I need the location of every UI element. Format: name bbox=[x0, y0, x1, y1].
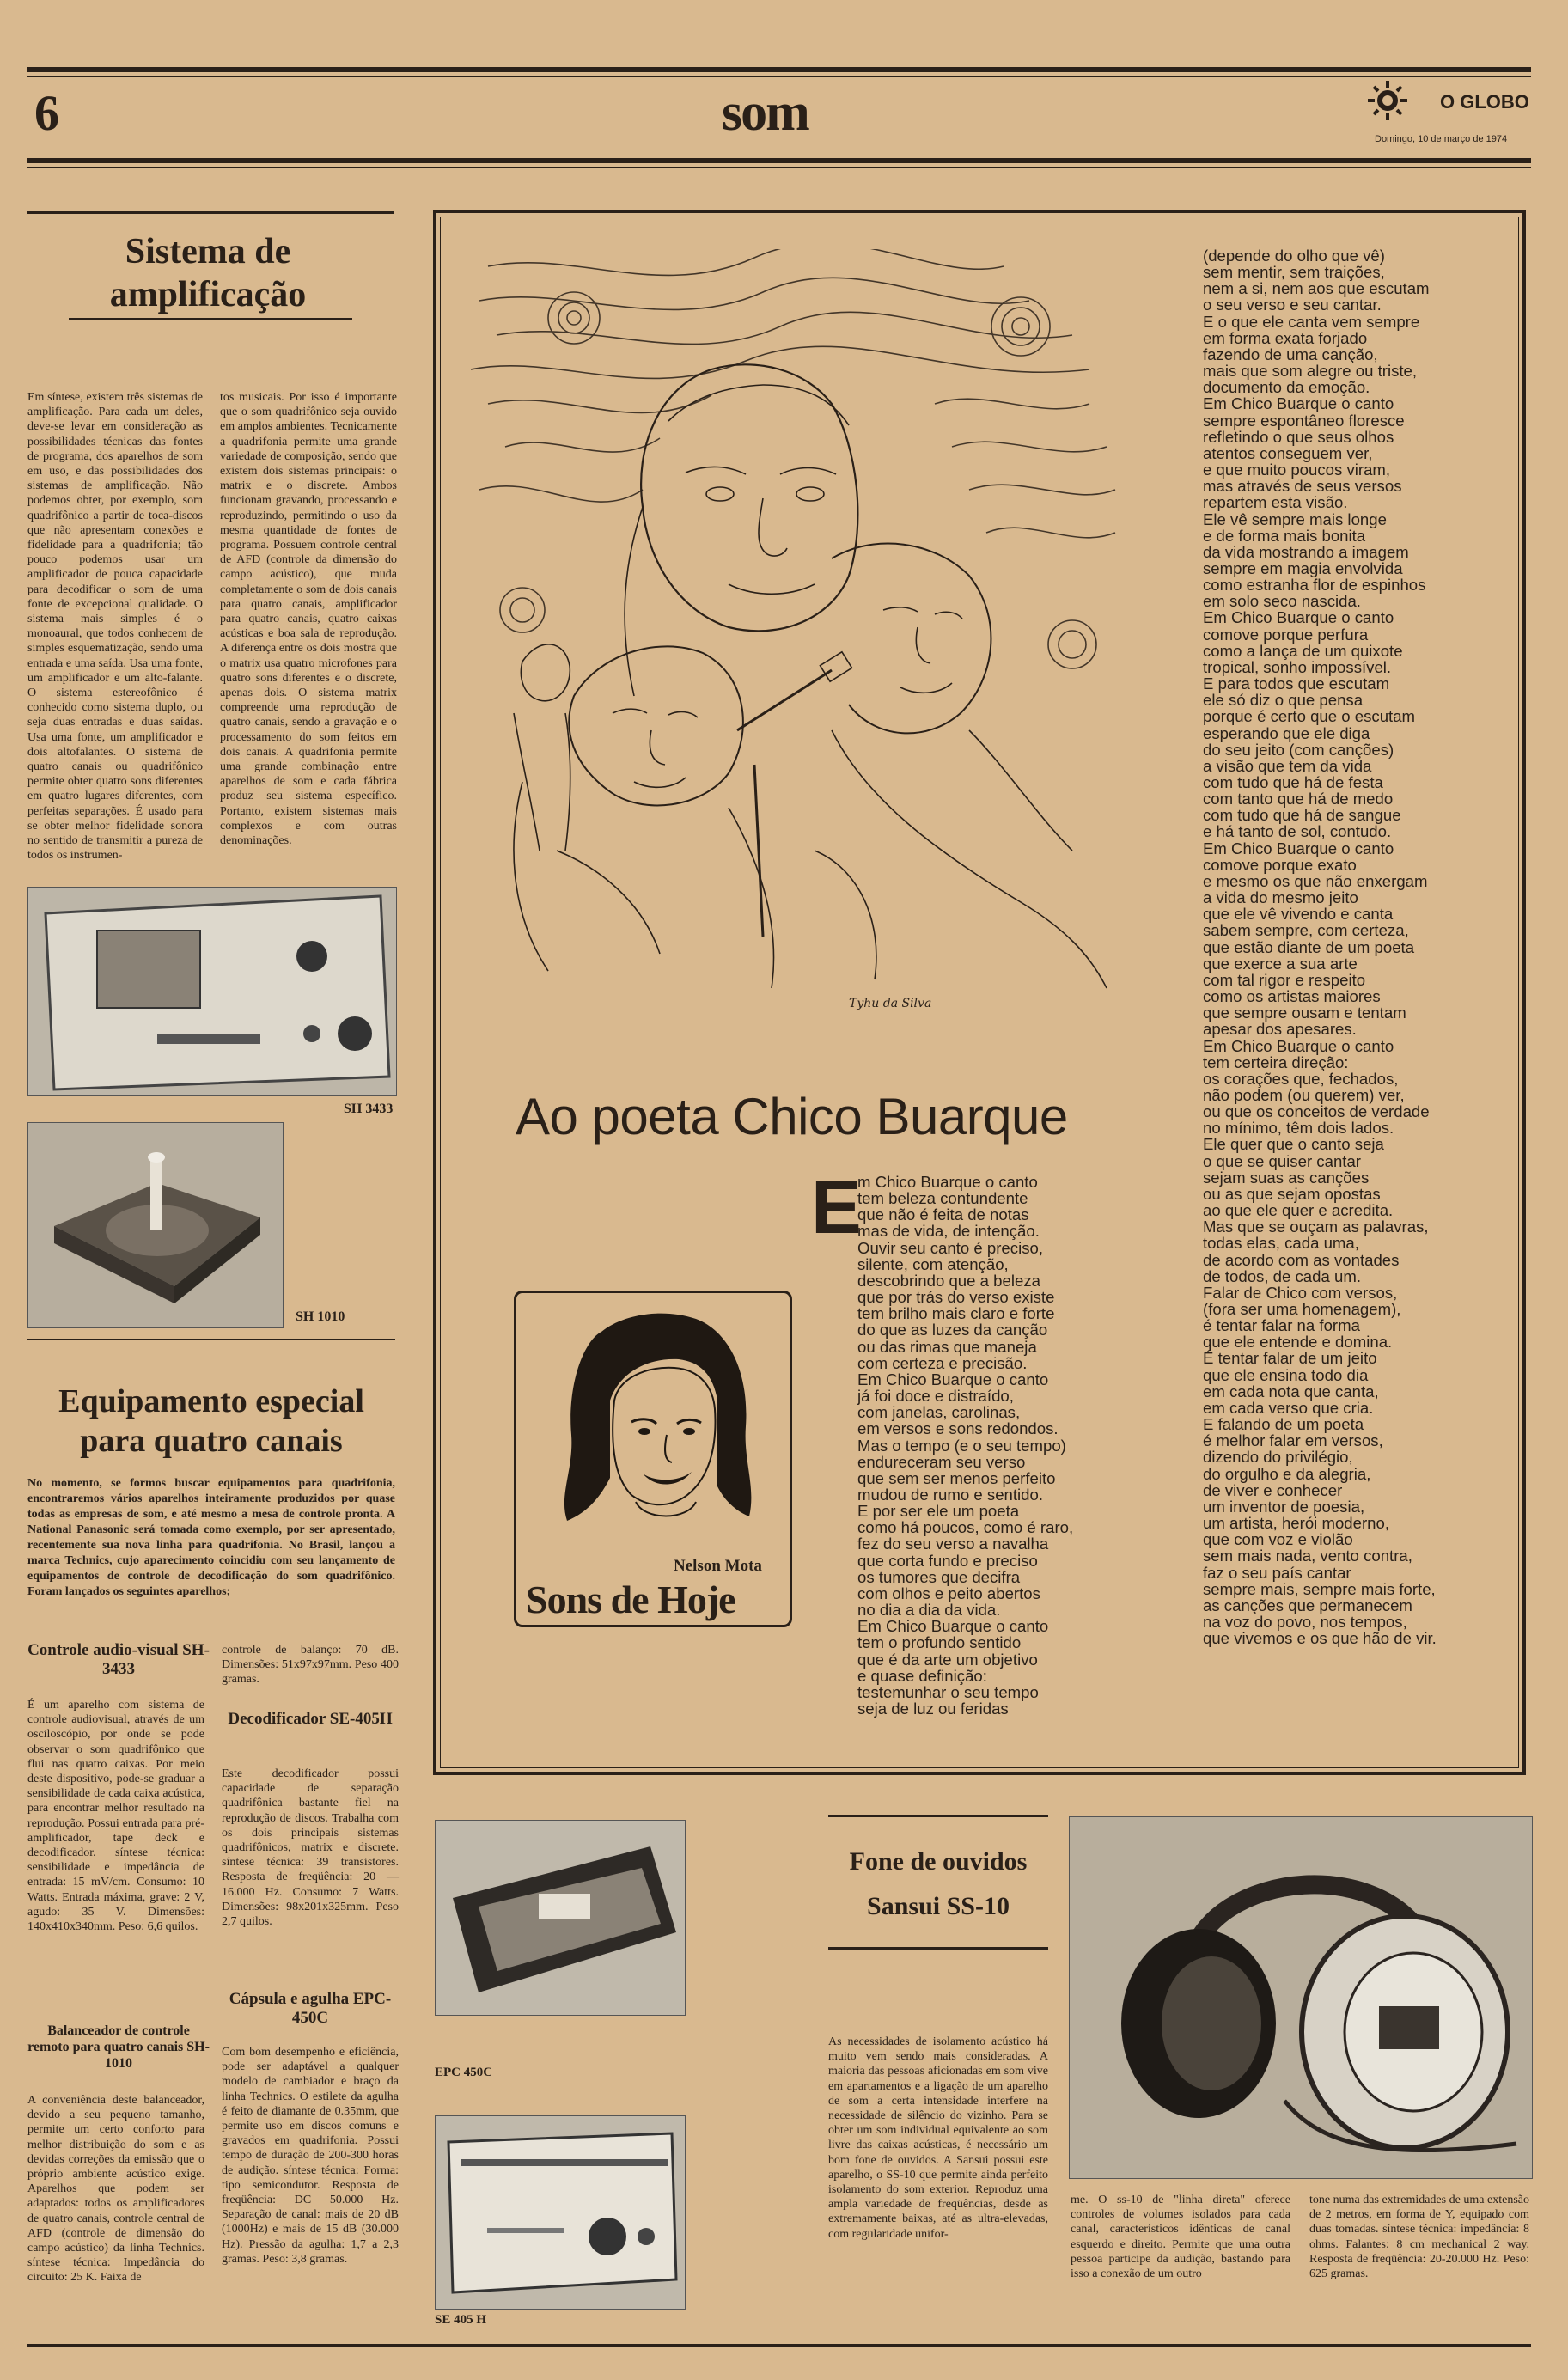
subhead-sh3433: Controle audio-visual SH-3433 bbox=[27, 1641, 210, 1678]
article-intro: No momento, se formos buscar equipamentos para quadrifonia, encontraremos vários aparelhos inteiramente produzidos por quase todas as empresas de som, e até mesmo a mesa de controle pronta. A National Panasonic será tomada como exemplo, por ser apresentado, recentemente sua nova linha para quadrifonia. No Brasil, lançou a marca Technics, cujo aparecimento coincidiu com seu lançamento de equipamentos de controle de decodificação do som quadrifônico. Foram lançados os seguintes aparelhos; bbox=[27, 1477, 395, 1598]
newspaper-logo: O GLOBO bbox=[1440, 91, 1529, 113]
photo-caption-sh3433: SH 3433 bbox=[344, 1102, 394, 1116]
poem-left-column: m Chico Buarque o canto tem beleza contundente que não é feita de notas mas de vida, de intenção. Ouvir seu canto é preciso, silente, com atenção, descobrindo que a beleza que por trás do verso existe tem brilho mais claro e forte do que as luzes da canção ou das rimas que maneja com certeza e precisão. Em Chico Buarque o canto já foi doce e distraído, com janelas, carolinas, em versos e sons redondos. Mas o tempo (e o seu tempo) endureceram seu verso que sem ser menos perfeito mudou de rumo e sentido. E por ser ele um poeta como há poucos, como é raro, fez do seu verso a navalha que corta fundo e preciso os tumores que decifra com olhos e peito abertos no dia a dia da vida. Em Chico Buarque o canto tem o profundo sentido que é da arte um objetivo e quase definição: testemunhar o seu tempo seja de luz ou feridas bbox=[857, 1173, 1074, 1718]
issue-date: Domingo, 10 de março de 1974 bbox=[1375, 134, 1508, 144]
globo-logo-icon bbox=[1366, 79, 1409, 122]
epc450c-photo bbox=[435, 1820, 686, 2016]
section-title: som bbox=[722, 83, 808, 142]
article-title-amplificacao: Sistema de amplificação bbox=[109, 232, 307, 314]
poem-right-column: (depende do olho que vê) sem mentir, sem traições, nem a si, nem aos que escutam o seu verso e seu cantar. E o que ele canta vem sempre em forma exata forjado fazendo de uma canção, mais que som alegre ou triste, documento da emoção. Em Chico Buarque o canto sempre espontâneo floresce refletindo o que seus olhos atentos conseguem ver, e que muito poucos viram, mas através de seus versos repartem esta visão. Ele vê sempre mais longe e de forma mais bonita da vida mostrando a imagem sempre em magia envolvida como estranha flor de espinhos em solo seco nascida. Em Chico Buarque o canto comove porque perfura como a lança de um quixote tropical, sonho impossível. E para todos que escutam ele só diz o que pensa porque é certo que o escutam esperando que ele diga do seu jeito (com canções) a visão que tem da vida com tudo que há de festa com tanto que há de medo com tudo que há de sangue e há tanto de sol, contudo. Em Chico Buarque o canto comove porque exato e mesmo os que não enxergam a vida do mesmo jeito que ele vê vivendo e canta sabem sempre, com certeza, que estão diante de um poeta que exerce a sua arte com tal rigor e respeito como os artistas maiores que sempre ousam e tentam apesar dos apesares. Em Chico Buarque o canto tem certeira direção: os corações que, fechados, não podem (ou querem) ver, ou que os conceitos de verdade no mínimo, têm dois lados. Ele quer que o canto seja o que se quiser cantar sejam suas as canções ou as que sejam opostas ao que ele quer e acredita. Mas que se ouçam as palavras, todas elas, cada uma, de acordo com as vontades de todos, de cada um. Falar de Chico com versos, (fora ser uma homenagem), é tentar falar na forma que ele entende e domina. É tentar falar de um jeito que ele ensina todo dia em cada nota que canta, em cada verso que cria. E falando de um poeta é melhor falar em versos, dizendo do privilégio, do orgulho e da alegria, de viver e conhecer um inventor de poesia, um artista, herói moderno, que com voz e violão sem mais nada, vento contra, faz o seu país cantar sempre mais, sempre mais forte, as canções que permanecem na voz do povo, nos tempos, que vivemos e os que hão de vir. bbox=[1203, 247, 1437, 1648]
subhead-sh1010: Balanceador de controle remoto para quatro canais SH-1010 bbox=[27, 2023, 210, 2071]
text-epc450c: Com bom desempenho e eficiência, pode ser adaptável a qualquer modelo de cambiador e braço da linha Technics. O estilete da agulha é feito de diamante de 0.35mm, que permite uso em discos comuns e gravados em quadrifonia. Possui tempo de duração de 200-300 horas de audição. síntese técnica: Forma: tipo semicondutor. Resposta de freqüência: DC 50.000 Hz. Separação de canal: mais de 20 dB (1000Hz) e mais de 15 dB (30.000 Hz). Pressão da agulha: 1,7 a 2,3 gramas. Peso: 3,8 gramas. bbox=[222, 2046, 399, 2266]
photo-caption-se405h: SE 405 H bbox=[435, 2313, 487, 2327]
illustration-signature: Tyhu da Silva bbox=[849, 997, 932, 1010]
column-name: Sons de Hoje bbox=[526, 1578, 735, 1621]
balancer-photo bbox=[27, 1122, 284, 1328]
byline: Nelson Mota bbox=[674, 1557, 762, 1575]
chico-buarque-illustration bbox=[471, 249, 1126, 1022]
subhead-epc450c: Cápsula e agulha EPC-450C bbox=[229, 1990, 392, 2027]
photo-caption-sh1010: SH 1010 bbox=[296, 1309, 345, 1324]
subhead-se405h: Decodificador SE-405H bbox=[228, 1710, 393, 1728]
feature-title: Ao poeta Chico Buarque bbox=[516, 1088, 1068, 1145]
text-sh1010: A conveniência deste balanceador, devido a seu pequeno tamanho, permite um certo conforto para melhor distribuição do som e as devidas correções da emissão que o próprio ambiente acústico exige. Aparelhos que podem ser adaptados: todos os amplificadores de quatro canais, controle central de AFD (controle de dimensão do campo acústico) da linha Technics. síntese técnica: Impedância do circuito: 25 K. Faixa de bbox=[27, 2094, 204, 2285]
headphone-title: Fone de ouvidos bbox=[849, 1847, 1028, 1876]
text-se405h: Este decodificador possui capacidade de separação quadrifônica bastante fiel na reprodução de discos. Trabalha com os dois principais sistemas quadrifônicos, matrix e discrete. síntese técnica: 39 transistores. Resposta de freqüência: 20 — 16.000 Hz. Consumo: 7 Watts. Dimensões: 98x201x325mm. Peso 2,7 quilos. bbox=[222, 1767, 399, 1929]
headphones-photo bbox=[1069, 1816, 1533, 2179]
se405h-photo bbox=[435, 2115, 686, 2310]
headphone-subtitle: Sansui SS-10 bbox=[867, 1892, 1010, 1920]
page-number: 6 bbox=[34, 85, 59, 141]
headphone-text-col2: me. O ss-10 de "linha direta" oferece controles de volumes isolados para cada canal, característicos idênticas de canal esquerdo e direito. Permite que uma outra pessoa participe da audição, bastando para isso a conexão de um outro bbox=[1071, 2194, 1290, 2281]
nelson-mota-portrait bbox=[550, 1306, 756, 1538]
amplifier-photo bbox=[27, 887, 397, 1096]
text-sh1010-cont: controle de balanço: 70 dB. Dimensões: 51x97x97mm. Peso 400 gramas. bbox=[222, 1644, 399, 1687]
article-text-col2: tos musicais. Por isso é importante que o som quadrifônico seja ouvido em amplos ambientes. Tecnicamente a quadrifonia permite uma grande variedade de composição, sendo que existem dois sistemas principais: o matrix e o discrete. Ambos funcionam gravando, processando e reproduzindo, permitindo o uso da mesma quantidade de fontes de programa. Possuem controle central de AFD (controle da dimensão do campo acústico), que muda completamente o som de dois canais para quatro canais, amplificador para quatro canais, quatro caixas acústicas e boa sala de reprodução. A diferença entre os dois mostra que o matrix usa quatro microfones para quatro sons diferentes e o discrete, apenas dois. O sistema matrix compreende uma reprodução de quatro canais, sendo a gravação e o processamento do som feitos em dois canais. A quadrifonia permite uma grande combinação entre aparelhos de som e cada fábrica produz seu sistema específico. Portanto, existem sistemas mais complexos e com outras denominações. bbox=[220, 391, 397, 848]
headphone-text-col3: tone numa das extremidades de uma extensão de 2 metros, em forma de Y, equipado com duas tomadas. síntese técnica: impedância: 8 ohms. Falantes: 8 cm mechanical 2 way. Resposta de freqüência: 20-20.000 Hz. Peso: 625 gramas. bbox=[1309, 2194, 1529, 2281]
photo-caption-epc450c: EPC 450C bbox=[435, 2066, 493, 2079]
headphone-text-col1: As necessidades de isolamento acústico há muito vem sendo mais consideradas. A maioria das pessoas aficionadas em som vive em apartamentos e a ligação de um aparelho de som a certa intensidade interfere na necessidade de silêncio do vizinho. Para se obter um som individual equivalente ao som livre das caixas acústicas, é necessário um bom fone de ouvidos. A Sansui possui este aparelho, o SS-10 que permite ainda perfeito isolamento do som exterior. Reproduz uma ampla variedade de freqüências, desde as extremamente baixas, até as ultra-elevadas, com regularidade unifor- bbox=[828, 2035, 1048, 2241]
drop-cap: E bbox=[811, 1164, 862, 1249]
article-title-equipamento: Equipamento especial para quatro canais bbox=[58, 1383, 364, 1459]
article-text-col1: Em síntese, existem três sistemas de amplificação. Para cada um deles, deve-se levar em consideração as possibilidades técnicas das fontes de programa, dos aparelhos de som em uso, e das possibilidades dos sistemas de amplificação. Não podemos obter, por exemplo, som quadrifônico a partir de toca-discos que não apresentam conexões e fidelidade para a quadrifonia; tão pouco podemos usar um amplificador de pouca capacidade para decodificar o som de uma fonte de excepcional qualidade. O sistema mais simples é o monoaural, que todos conhecem de simples esquematização, sendo uma entrada e uma saída. Usa uma fonte, um amplificador e um alto-falante. O sistema estereofônico é conhecido como sistema duplo, ou seja duas entradas e duas saídas. Usa uma fonte, um amplificador e dois altofalantes. O sistema de quatro canais ou quadrifônico permite obter quatro sons diferentes em quatro lugares diferentes, com perfeitas separações. É usado para se obter melhor fidelidade sonora no sentido de transmitir a pureza de todos os instrumen- bbox=[27, 391, 203, 863]
text-sh3433: É um aparelho com sistema de controle audiovisual, através de um osciloscópio, por onde se pode observar o som quadrifônico que flui nas quatro caixas. Por meio deste dispositivo, pode-se graduar a sensibilidade de cada caixa acústica, para encontrar melhor resultado na reprodução. Possui entrada para pré-amplificador, tape deck e decodificador. síntese técnica: sensibilidade e impedância de entrada: 15 mV/cm. Consumo: 10 Watts. Entrada máxima, grave: 2 V, agudo: 35 V. Dimensões: 140x410x340mm. Peso: 6,6 quilos. bbox=[27, 1699, 204, 1934]
